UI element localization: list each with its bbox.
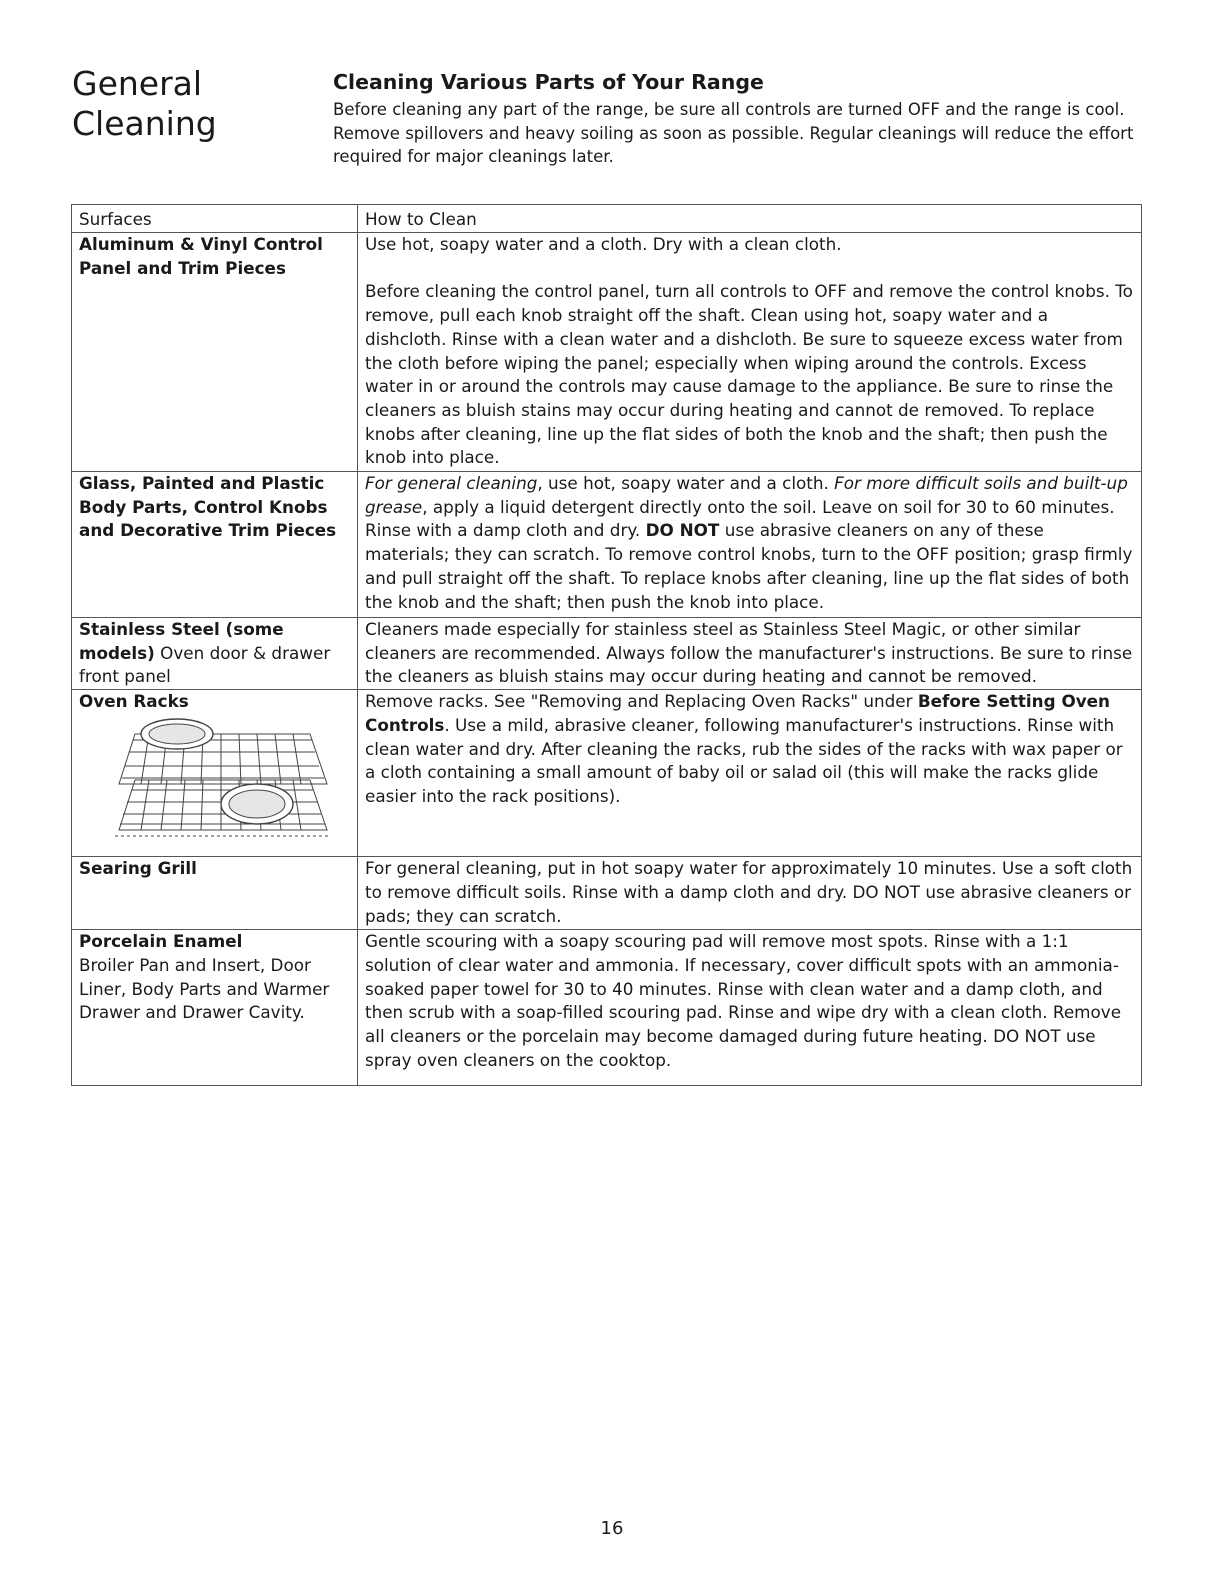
instruction-text: , apply a liquid detergent directly onto the soil. Leave on soil for 30 to 60 minutes. Rinse with a damp cloth and dry. xyxy=(365,496,1115,541)
page-title-line1: General xyxy=(72,64,203,103)
instruction-cell: Gentle scouring with a soapy scouring pad will remove most spots. Rinse with a 1:1 solution of clear water and ammonia. If necessary, cover difficult spots with an ammonia-soaked paper towel for 30 to 40 minutes. Rinse with clean water and a damp cloth, and then scrub with a soap-filled scouring pad. Rinse and wipe dry with a clean cloth. Remove all cleaners or the porcelain may become damaged during future heating. DO NOT use spray oven cleaners on the cooktop. xyxy=(358,930,1142,1086)
italic-phrase: For more difficult soils and built-up grease xyxy=(365,473,1128,517)
surface-cell xyxy=(72,690,358,857)
cleaning-table xyxy=(71,204,1142,1086)
instruction-cell: For general cleaning, put in hot soapy water for approximately 10 minutes. Use a soft cloth to remove difficult soils. Rinse with a damp cloth and dry. DO NOT use abrasive cleaners or pads; they can scratch. xyxy=(358,857,1142,930)
surface-label: Stainless Steel (some models) xyxy=(79,619,284,663)
bold-phrase: DO NOT xyxy=(645,520,720,541)
surface-label: Glass, Painted and Plastic Body Parts, Control Knobs and Decorative Trim Pieces xyxy=(79,473,337,541)
section-intro xyxy=(333,68,1153,169)
instruction-cell xyxy=(358,233,1142,472)
page-number: 16 xyxy=(600,1518,624,1539)
instruction-cell xyxy=(358,472,1142,618)
table-row-grill xyxy=(72,857,1142,930)
page-title xyxy=(72,64,312,144)
instruction-text: Remove racks. See "Removing and Replacing Oven Racks" under xyxy=(365,691,918,712)
header-surfaces: Surfaces xyxy=(72,205,358,233)
surface-cell xyxy=(72,857,358,930)
surface-cell xyxy=(72,930,358,1086)
surface-label: Searing Grill xyxy=(79,858,197,879)
section-intro-text: Before cleaning any part of the range, be sure all controls are turned OFF and the range is cool. Remove spillovers and heavy soiling as soon as possible. Regular cleanings will reduce the effort required for major cleanings later. xyxy=(333,100,1134,166)
surface-label: Aluminum & Vinyl Control Panel and Trim Pieces xyxy=(79,234,323,278)
instruction-cell xyxy=(358,690,1142,857)
surface-detail: Oven door & drawer front panel xyxy=(79,642,331,687)
italic-phrase: For general cleaning xyxy=(365,473,538,493)
instruction-para: Before cleaning the control panel, turn all controls to OFF and remove the control knobs. To remove, pull each knob straight off the shaft. Clean using hot, soapy water and a dishcloth. Rinse with a clean water and a dishcloth. Be sure to squeeze excess water from the cloth before wiping the panel; especially when wiping around the controls. Excess water in or around the controls may cause damage to the appliance. Be sure to rinse the cleaners as bluish stains may occur during heating and cannot de removed. To replace knobs after cleaning, line up the flat sides of both the knob and the shaft; then push the knob into place. xyxy=(365,281,1133,468)
surface-detail: Broiler Pan and Insert, Door Liner, Body Parts and Warmer Drawer and Drawer Cavity. xyxy=(79,954,330,1023)
table-row-stainless xyxy=(72,618,1142,690)
instruction-text: use abrasive cleaners on any of these materials; they can scratch. To remove control knobs, turn to the OFF position; grasp firmly and pull straight off the shaft. To replace knobs after cleaning, line up the flat sides of both the knob and the shaft; then push the knob into place. xyxy=(365,520,1133,612)
oven-racks-illustration xyxy=(105,718,335,842)
table-row-aluminum xyxy=(72,233,1142,472)
surface-cell xyxy=(72,618,358,690)
header-how-to-clean: How to Clean xyxy=(358,205,1142,233)
bold-phrase: Before Setting Oven Controls xyxy=(365,691,1110,735)
instruction-text: . Use a mild, abrasive cleaner, following manufacturer's instructions. Rinse with clean water and dry. After cleaning the racks, rub the sides of the racks with wax paper or a cloth containing a small amount of baby oil or salad oil (this will make the racks glide easier into the rack positions). xyxy=(365,714,1123,806)
instruction-text: , use hot, soapy water and a cloth. xyxy=(537,473,835,493)
surface-cell xyxy=(72,472,358,618)
table-header-row xyxy=(72,205,1142,233)
table-row-racks xyxy=(72,690,1142,857)
section-heading: Cleaning Various Parts of Your Range xyxy=(333,70,764,94)
surface-cell xyxy=(72,233,358,472)
instruction-cell: Cleaners made especially for stainless steel as Stainless Steel Magic, or other similar cleaners are recommended. Always follow the manufacturer's instructions. Be sure to rinse the cleaners as bluish stains may occur during heating and cannot be removed. xyxy=(358,618,1142,690)
surface-label: Oven Racks xyxy=(79,691,189,712)
table-row-porcelain xyxy=(72,930,1142,1086)
table-row-glass xyxy=(72,472,1142,618)
page-title-line2: Cleaning xyxy=(72,104,217,143)
instruction-para: Use hot, soapy water and a cloth. Dry with a clean cloth. xyxy=(365,234,842,254)
surface-label: Porcelain Enamel xyxy=(79,931,243,952)
